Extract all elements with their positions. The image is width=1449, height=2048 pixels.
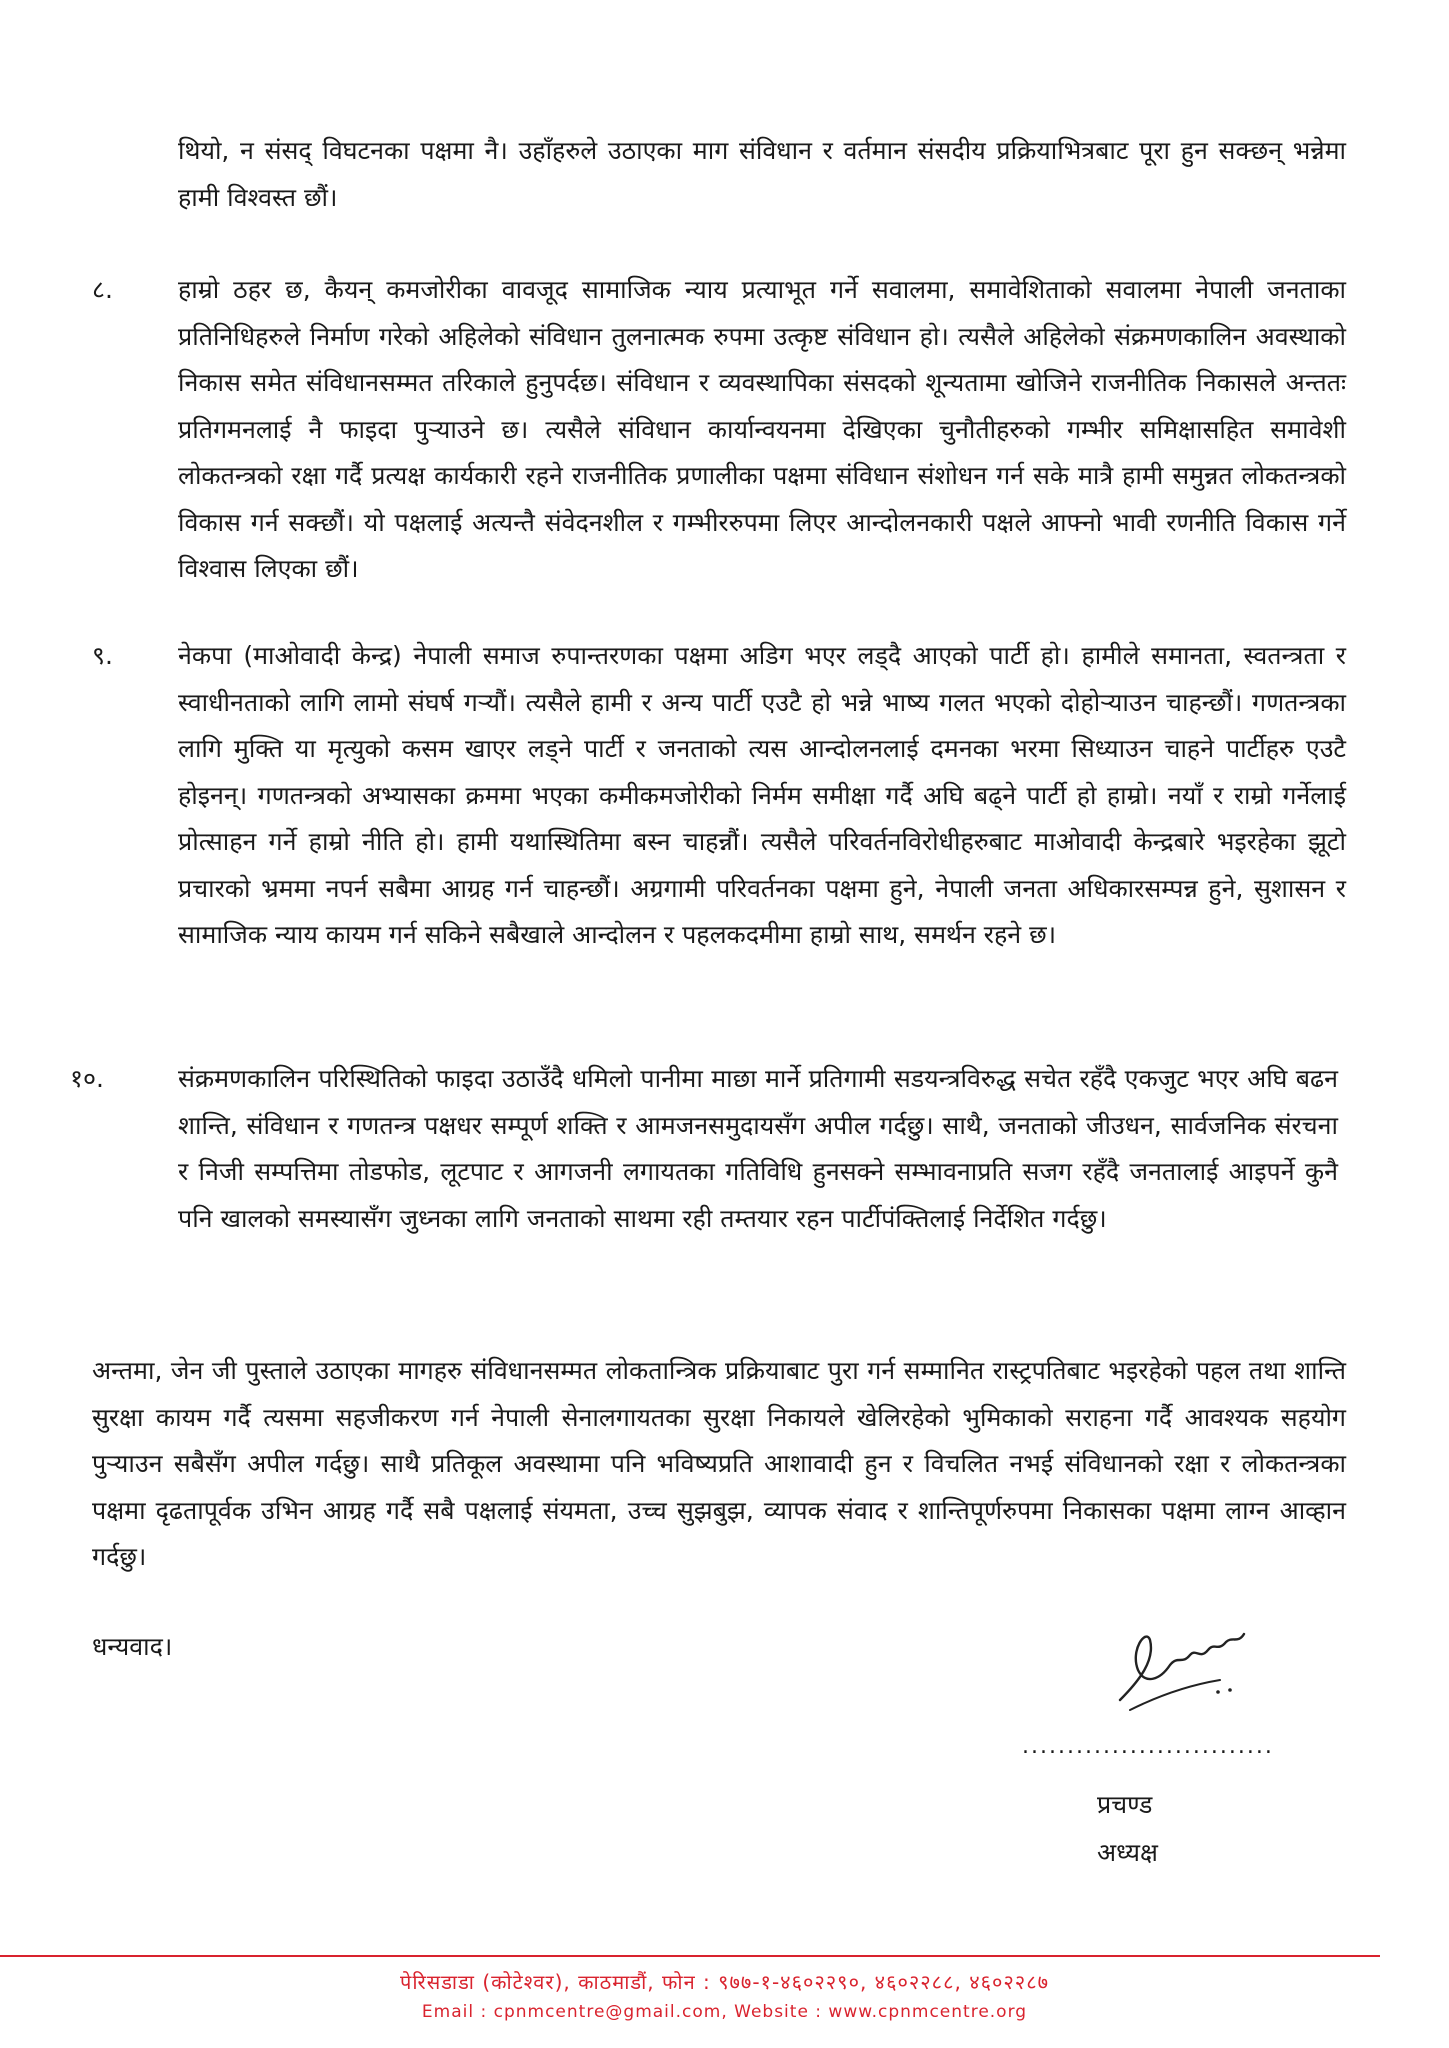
point-10-text: संक्रमणकालिन परिस्थितिको फाइदा उठाउँदै धमिलो पानीमा माछा मार्ने प्रतिगामी सडयन्त्रविरुद्ध सचेत रहँदै एकजुट भएर अघि बढन शान्ति, संविधान र गणतन्त्र पक्षधर सम्पूर्ण शक्ति र आमजनसमुदायसँग अपील गर्दछु। साथै, जनताको जीउधन, सार्वजनिक संरचना र निजी सम्पत्तिमा तोडफोड, लूटपाट र आगजनी लगायतका गतिविधि हुनसक्ने सम्भावनाप्रति सजग रहँदै जनतालाई आइपर्ने कुनै पनि खालको समस्यासँग जुध्नका लागि जनताको साथमा रही तम्तयार रहन पार्टीपंक्तिलाई निर्देशित गर्दछु। (178, 1064, 1338, 1233)
handwritten-signature (1100, 1610, 1270, 1720)
footer-address: पेरिसडाडा (कोटेश्वर), काठमाडौं, फोन : ९७७-१-४६०२२९०, ४६०२२८८, ४६०२२८७ (399, 1970, 1049, 1994)
footer-divider (0, 1955, 1380, 1957)
signatory-title: अध्यक्ष (1097, 1838, 1158, 1867)
point-8-number: ८. (92, 275, 113, 304)
point-8-text: हाम्रो ठहर छ, कैयन् कमजोरीका वावजूद सामाजिक न्याय प्रत्याभूत गर्ने सवालमा, समावेशिताको सवालमा नेपाली जनताका प्रतिनिधिहरुले निर्माण गरेको अहिलेको संविधान तुलनात्मक रुपमा उत्कृष्ट संविधान हो। त्यसैले अहिलेको संक्रमणकालिन अवस्थाको निकास समेत संविधानसम्मत तरिकाले हुनुपर्दछ। संविधान र व्यवस्थापिका संसदको शून्यतामा खोजिने राजनीतिक निकासले अन्ततः प्रतिगमनलाई नै फाइदा पुर्‍याउने छ। त्यसैले संविधान कार्यान्वयनमा देखिएका चुनौतीहरुको गम्भीर समिक्षासहित समावेशी लोकतन्त्रको रक्षा गर्दै प्रत्यक्ष कार्यकारी रहने राजनीतिक प्रणालीका पक्षमा संविधान संशोधन गर्न सके मात्रै हामी समुन्नत लोकतन्त्रको विकास गर्न सक्छौं। यो पक्षलाई अत्यन्तै संवेदनशील र गम्भीररुपमा लिएर आन्दोलनकारी पक्षले आफ्नो भावी रणनीति विकास गर्ने विश्वास लिएका छौं। (178, 275, 1346, 583)
intro-continuation: थियो, न संसद् विघटनका पक्षमा नै। उहाँहरुले उठाएका माग संविधान र वर्तमान संसदीय प्रक्रियाभित्रबाट पूरा हुन सक्छन् भन्नेमा हामी विश्वस्त छौं। (178, 136, 1346, 212)
footer-contact: Email : cpnmcentre@gmail.com, Website : www.cpnmcentre.org (421, 2002, 1028, 2022)
point-9-number: ९. (92, 641, 113, 670)
thanks-text: धन्यवाद। (92, 1632, 173, 1661)
closing-paragraph: अन्तमा, जेन जी पुस्ताले उठाएका मागहरु संविधानसम्मत लोकतान्त्रिक प्रक्रियाबाट पुरा गर्न सम्मानित रास्ट्रपतिबाट भइरहेको पहल तथा शान्ति सुरक्षा कायम गर्दै त्यसमा सहजीकरण गर्न नेपाली सेनालगायतका सुरक्षा निकायले खेलिरहेको भुमिकाको सराहना गर्दै आवश्यक सहयोग पुर्‍याउन सबैसँग अपील गर्दछु। साथै प्रतिकूल अवस्थामा पनि भविष्यप्रति आशावादी हुन र विचलित नभई संविधानको रक्षा र लोकतन्त्रका पक्षमा दृढतापूर्वक उभिन आग्रह गर्दै सबै पक्षलाई संयमता, उच्च सुझबुझ, व्यापक संवाद र शान्तिपूर्णरुपमा निकासका पक्षमा लाग्न आव्हान गर्दछु। (92, 1356, 1346, 1571)
signatory-name: प्रचण्ड (1097, 1790, 1153, 1819)
point-10-number: १०. (70, 1064, 104, 1093)
point-9-text: नेकपा (माओवादी केन्द्र) नेपाली समाज रुपान्तरणका पक्षमा अडिग भएर लड्दै आएको पार्टी हो। हामीले समानता, स्वतन्त्रता र स्वाधीनताको लागि लामो संघर्ष गर्‍यौं। त्यसैले हामी र अन्य पार्टी एउटै हो भन्ने भाष्य गलत भएको दोहोर्‍याउन चाहन्छौं। गणतन्त्रका लागि मुक्ति या मृत्युको कसम खाएर लड्ने पार्टी र जनताको त्यस आन्दोलनलाई दमनका भरमा सिध्याउन चाहने पार्टीहरु एउटै होइनन्। गणतन्त्रको अभ्यासका क्रममा भएका कमीकमजोरीको निर्मम समीक्षा गर्दै अघि बढ्ने पार्टी हो हाम्रो। नयाँ र राम्रो गर्नेलाई प्रोत्साहन गर्ने हाम्रो नीति हो। हामी यथास्थितिमा बस्न चाहन्नौं। त्यसैले परिवर्तनविरोधीहरुबाट माओवादी केन्द्रबारे भइरहेका झूटो प्रचारको भ्रममा नपर्न सबैमा आग्रह गर्न चाहन्छौं। अग्रगामी परिवर्तनका पक्षमा हुने, नेपाली जनता अधिकारसम्पन्न हुने, सुशासन र सामाजिक न्याय कायम गर्न सकिने सबैखाले आन्दोलन र पहलकदमीमा हाम्रो साथ, समर्थन रहने छ। (178, 641, 1346, 949)
signature-line: ............................ (1022, 1734, 1274, 1759)
